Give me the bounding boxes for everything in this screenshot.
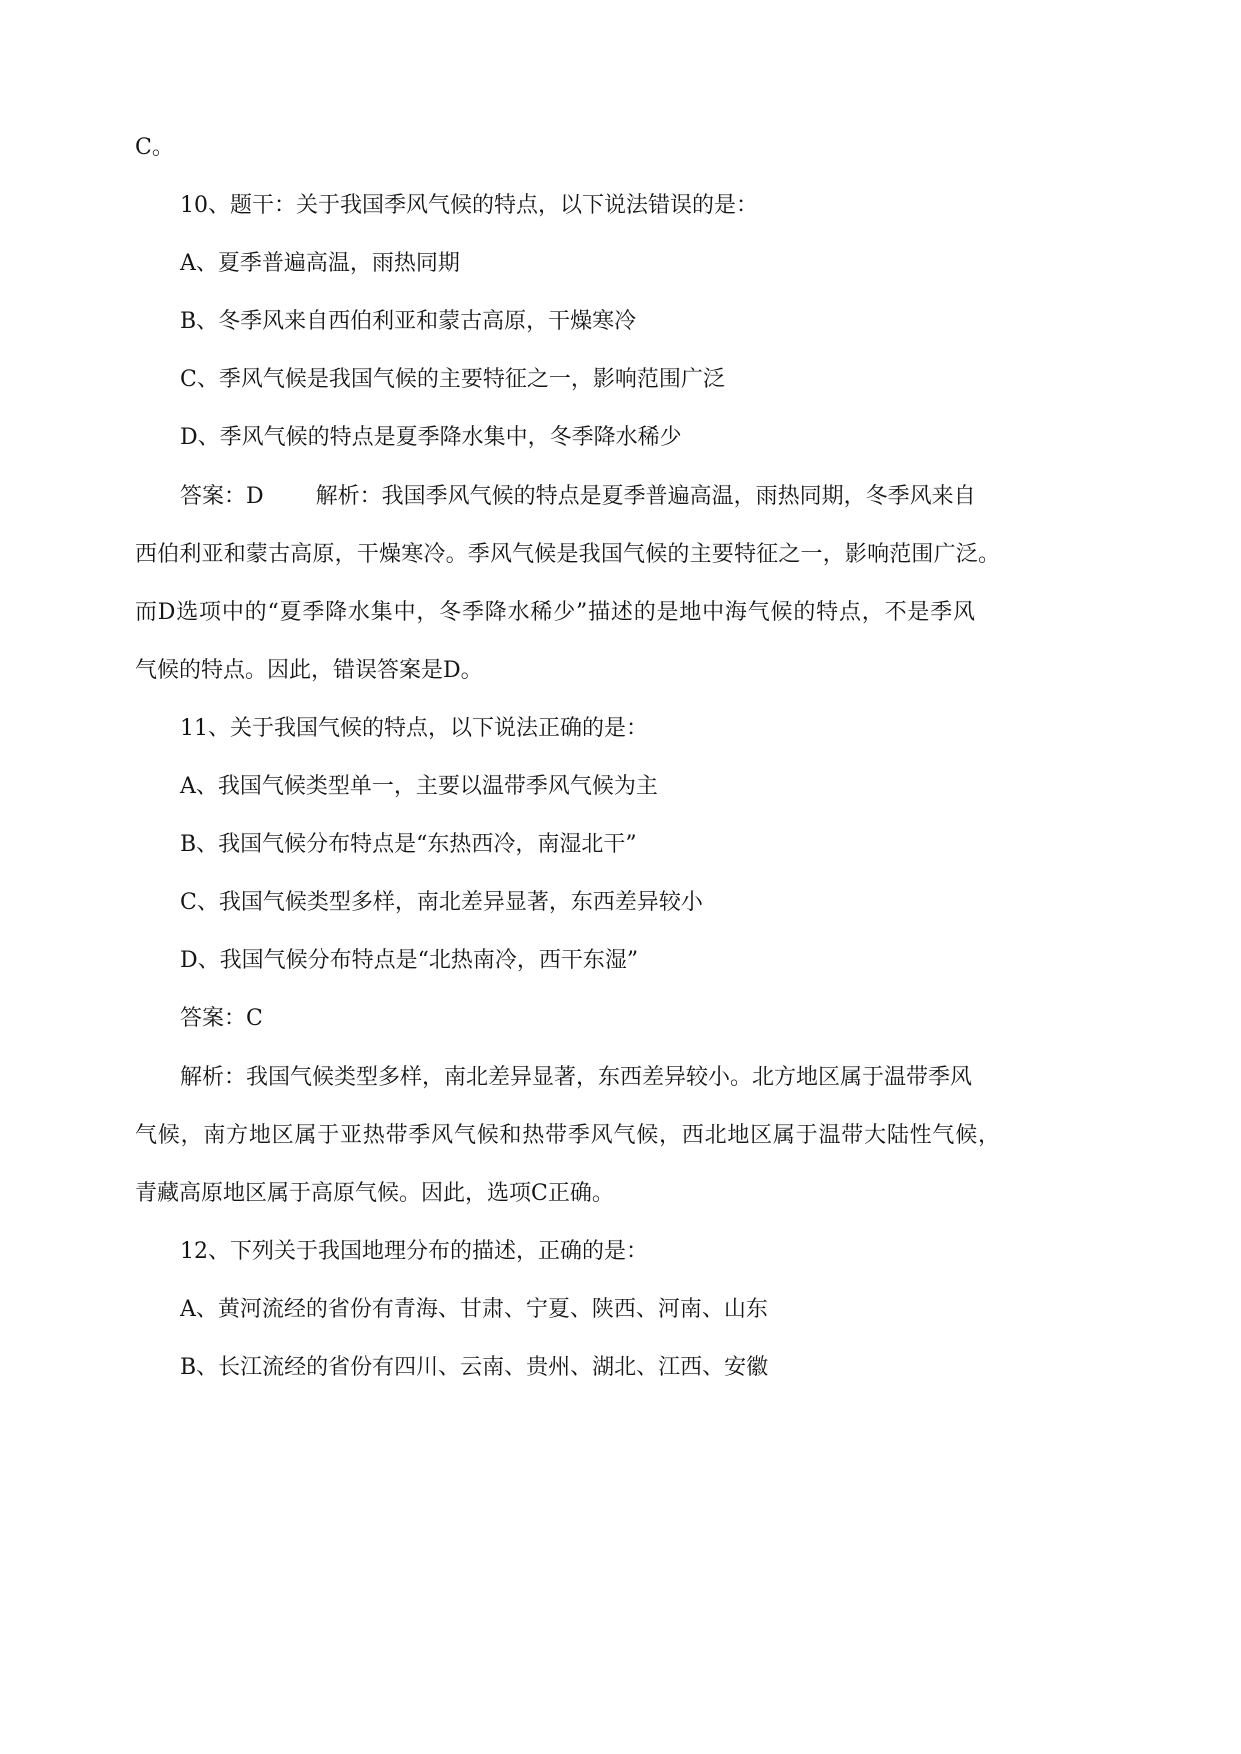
question-11-option-d: D、我国气候分布特点是“北热南冷，西干东湿” [180, 948, 639, 974]
question-11-analysis-line-2: 气候，南方地区属于亚热带季风气候和热带季风气候，西北地区属于温带大陆性气候， [135, 1122, 1000, 1148]
question-12-option-b: B、长江流经的省份有四川、云南、贵州、湖北、江西、安徽 [180, 1354, 769, 1380]
question-12-option-a: A、黄河流经的省份有青海、甘肃、宁夏、陕西、河南、山东 [180, 1296, 768, 1322]
question-12-stem: 12、下列关于我国地理分布的描述，正确的是： [180, 1238, 648, 1264]
question-11-stem: 11、关于我国气候的特点，以下说法正确的是： [180, 715, 648, 741]
question-11-option-c: C、我国气候类型多样，南北差异显著，东西差异较小 [180, 890, 703, 916]
question-10-analysis-line-4: 气候的特点。因此，错误答案是D。 [135, 657, 483, 683]
question-10-answer: 答案：D [180, 483, 264, 509]
question-10-option-a: A、夏季普遍高温，雨热同期 [180, 251, 460, 277]
question-11-analysis-line-3: 青藏高原地区属于高原气候。因此，选项C正确。 [135, 1180, 614, 1206]
question-11-option-b: B、我国气候分布特点是“东热西冷，南湿北干” [180, 832, 637, 858]
question-10-analysis-line-3: 而D选项中的“夏季降水集中，冬季降水稀少”描述的是地中海气候的特点，不是季风 [135, 599, 975, 625]
question-11-analysis-line-1: 解析：我国气候类型多样，南北差异显著，东西差异较小。北方地区属于温带季风 [180, 1064, 973, 1090]
question-10-stem: 10、题干：关于我国季风气候的特点，以下说法错误的是： [180, 193, 758, 219]
question-11-answer: 答案：C [180, 1006, 263, 1032]
question-10-analysis-line-1: 解析：我国季风气候的特点是夏季普遍高温，雨热同期，冬季风来自 [315, 483, 976, 509]
question-10-answer-line [135, 468, 1015, 526]
document-page [135, 119, 1015, 1397]
previous-answer-tail: C。 [135, 135, 174, 160]
question-10-analysis-line-2: 西伯利亚和蒙古高原，干燥寒冷。季风气候是我国气候的主要特征之一，影响范围广泛。 [135, 541, 1000, 567]
question-10-option-c: C、季风气候是我国气候的主要特征之一，影响范围广泛 [180, 367, 725, 393]
question-10-option-d: D、季风气候的特点是夏季降水集中，冬季降水稀少 [180, 425, 682, 451]
question-10-option-b: B、冬季风来自西伯利亚和蒙古高原，干燥寒冷 [180, 309, 637, 335]
question-11-option-a: A、我国气候类型单一，主要以温带季风气候为主 [180, 774, 658, 800]
